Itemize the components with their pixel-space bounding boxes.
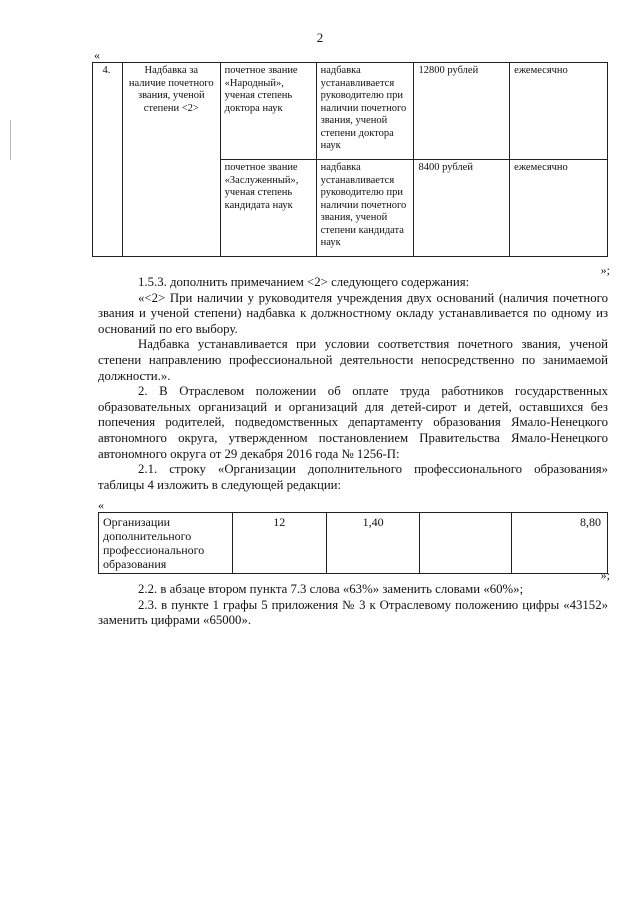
allowance-title: почетное звание «Народный», ученая степень доктора наук — [220, 63, 316, 160]
paragraph-condition: Надбавка устанавливается при условии соответствия почетного звания, ученой степени направлению профессиональной деятельности непосредственно по занимаемой должности.». — [98, 337, 608, 383]
table2-open-quote: « — [98, 498, 104, 512]
table-row — [93, 63, 608, 160]
paragraph-2: 2. В Отраслевом положении об оплате труда работников государственных образовательных организаций и организаций для детей-сирот и детей, оставшихся без попечения родителей, подведомственных департаменту образования Ямало-Ненецкого автономного округа, утвержденном постановлением Правительства Ямало-Ненецкого автономного округа от 29 декабря 2016 года № 1256-П: — [98, 384, 608, 461]
scan-margin-mark — [10, 120, 11, 160]
table2-close-quote: »; — [600, 568, 610, 582]
table-cell: 1,40 — [326, 513, 420, 574]
paragraph-2-1: 2.1. строку «Организации дополнительного профессионального образования» таблицы 4 изложить в следующей редакции: — [98, 462, 608, 492]
table-cell: 8,80 — [512, 513, 608, 574]
organizations-table — [98, 512, 608, 574]
body-text-2 — [98, 582, 608, 629]
table-cell: 12 — [232, 513, 326, 574]
table-row — [99, 513, 608, 574]
body-text-1 — [98, 275, 608, 493]
allowance-period: ежемесячно — [510, 160, 608, 257]
organization-name: Организации дополнительного профессионального образования — [99, 513, 233, 574]
paragraph-note-2: «<2> При наличии у руководителя учреждения двух оснований (наличия почетного звания и ученой степени) надбавка к должностному окладу устанавливается по одному из оснований по его выбору. — [98, 290, 608, 336]
allowance-name: Надбавка за наличие почетного звания, ученой степени <2> — [122, 63, 220, 257]
paragraph-2-3: 2.3. в пункте 1 графы 5 приложения № 3 к Отраслевому положению цифры «43152» заменить цифрами «65000». — [98, 597, 608, 628]
row-number: 4. — [93, 63, 123, 257]
table1-open-quote: « — [94, 48, 100, 62]
table-cell — [420, 513, 512, 574]
allowance-amount: 8400 рублей — [414, 160, 510, 257]
paragraph-2-2: 2.2. в абзаце втором пункта 7.3 слова «63%» заменить словами «60%»; — [138, 582, 524, 596]
allowance-table — [92, 62, 608, 257]
page-number: 2 — [316, 30, 324, 45]
allowance-description: надбавка устанавливается руководителю при наличии почетного звания, ученой степени кандидата наук — [316, 160, 414, 257]
allowance-period: ежемесячно — [510, 63, 608, 160]
allowance-description: надбавка устанавливается руководителю при наличии почетного звания, ученой степени доктора наук — [316, 63, 414, 160]
table1-close-quote: »; — [600, 263, 610, 277]
paragraph-1-5-3: 1.5.3. дополнить примечанием <2> следующего содержания: — [138, 275, 470, 289]
allowance-amount: 12800 рублей — [414, 63, 510, 160]
allowance-title: почетное звание «Заслуженный», ученая степень кандидата наук — [220, 160, 316, 257]
